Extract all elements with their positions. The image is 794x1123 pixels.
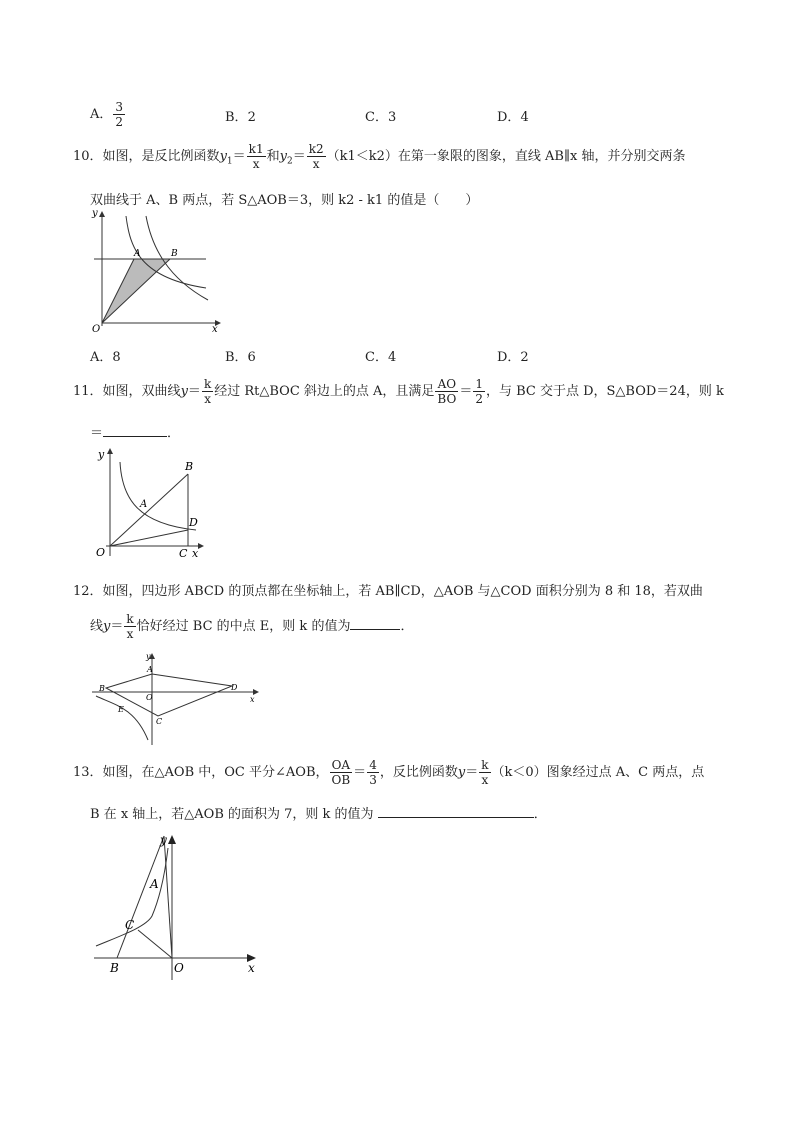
q9-option-c: C．3 — [365, 110, 397, 125]
label-o: O — [92, 324, 101, 334]
label-a: A — [150, 877, 159, 891]
segment-ob — [110, 474, 188, 546]
label-y: y — [160, 833, 167, 847]
answer-blank[interactable] — [350, 628, 400, 630]
y-axis-arrow — [168, 835, 176, 844]
label-y: y — [146, 652, 151, 661]
q10-option-d: D．2 — [497, 350, 529, 365]
fraction: $\frac{4}{3}$ — [369, 758, 377, 787]
q11-figure — [88, 444, 213, 564]
label-b: B — [185, 460, 194, 473]
label-d: D — [189, 516, 198, 529]
q12-figure — [90, 650, 265, 748]
label-o: O — [146, 693, 153, 702]
segment-ao — [164, 836, 172, 958]
label-x: x — [212, 324, 218, 334]
label-a: A — [147, 665, 153, 674]
fraction: $\frac{OA}{OB}$ — [331, 758, 351, 787]
fraction: $\frac{k}{x}$ — [481, 758, 489, 787]
y-axis-arrow — [107, 448, 113, 454]
q13-figure — [90, 832, 262, 982]
answer-blank[interactable] — [378, 816, 534, 818]
label-a: A — [140, 499, 148, 510]
segment-od — [110, 530, 188, 546]
q10-figure — [88, 208, 223, 334]
label-c: C — [156, 717, 163, 726]
label-e: E — [118, 705, 124, 714]
fraction: $\frac{k}{x}$ — [203, 377, 212, 406]
label-y: y — [92, 208, 98, 219]
fraction: $\frac{1}{2}$ — [475, 377, 483, 406]
x-axis-arrow — [198, 543, 204, 549]
label-x: x — [248, 961, 255, 975]
label-o: O — [96, 546, 106, 559]
label-b: B — [171, 249, 178, 259]
q12-line2: 线y＝ $\frac{k}{x}$ 恰好经过 BC 的中点 E，则 k 的值为 ． — [90, 612, 414, 641]
y-axis-arrow — [99, 211, 105, 217]
label-b: B — [110, 961, 119, 975]
fraction: $\frac{k2}{x}$ — [308, 142, 324, 171]
q9-option-d: D．4 — [497, 110, 529, 125]
label-c: C — [179, 547, 188, 560]
q10-option-b: B．6 — [225, 350, 256, 365]
triangle-aob — [102, 259, 170, 323]
label-b: B — [99, 684, 105, 693]
label-x: x — [192, 547, 199, 560]
answer-blank[interactable] — [103, 435, 167, 437]
q11-line1: 11．如图，双曲线y＝ $\frac{k}{x}$ 经过 Rt△BOC 斜边上的点 A，且满足 $\frac{AO}{BO}$ ＝ $\frac{1}{2}$ ，与 BC 交于点 D，S△BOD＝24，则 k — [73, 377, 724, 406]
segment-ba — [117, 836, 164, 958]
q11-line2: ＝ ． — [90, 426, 181, 441]
fraction: $\frac{k}{x}$ — [126, 612, 134, 641]
q9-option-a: A． $\frac{3}{2}$ — [90, 100, 124, 129]
q10-option-a: A．8 — [90, 350, 121, 365]
label-y: y — [98, 448, 105, 461]
q10-line1: 10．如图，是反比例函数$y_1=$ $\frac{k1}{x}$ 和$y_2=$ $\frac{k2}{x}$ （k1＜k2）在第一象限的图象，直线 AB∥x 轴，并分别交两条 — [73, 142, 686, 171]
label-o: O — [174, 961, 184, 975]
q9-option-b: B．2 — [225, 110, 256, 125]
hyperbola — [96, 696, 148, 740]
q10-option-c: C．4 — [365, 350, 397, 365]
q12-line1: 12．如图，四边形 ABCD 的顶点都在坐标轴上，若 AB∥CD，△AOB 与△COD 面积分别为 8 和 18，若双曲 — [73, 584, 703, 599]
fraction: $\frac{3}{2}$ — [115, 100, 124, 129]
q13-line2: B 在 x 轴上，若△AOB 的面积为 7，则 k 的值为 ． — [90, 807, 547, 822]
fraction: $\frac{k1}{x}$ — [248, 142, 264, 171]
fraction: $\frac{AO}{BO}$ — [437, 377, 457, 406]
label-x: x — [250, 695, 255, 704]
segment-oc — [138, 930, 172, 958]
q10-line2: 双曲线于 A、B 两点，若 S△AOB＝3，则 k2 - k1 的值是（ ） — [90, 193, 479, 208]
q13-line1: 13．如图，在△AOB 中，OC 平分∠AOB， $\frac{OA}{OB}$ ＝ $\frac{4}{3}$ ，反比例函数y＝ $\frac{k}{x}$ （k＜0）图象经过点 A、C 两点，点 — [73, 758, 705, 787]
label-a: A — [134, 249, 141, 259]
label-d: D — [231, 683, 238, 692]
label-c: C — [125, 918, 135, 932]
